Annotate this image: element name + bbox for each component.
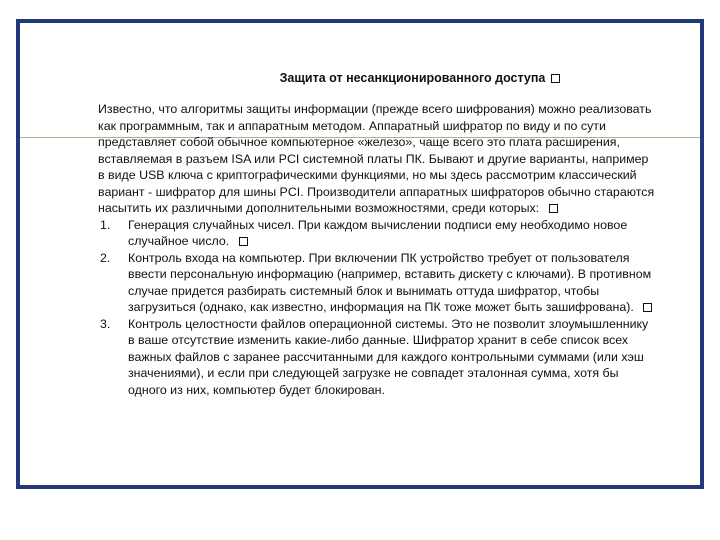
- list-item-text: Контроль входа на компьютер. При включении ПК устройство требует от пользователя ввести персональную информацию (например, вставить дискету с ключами). В противном случае придется разбирать системный блок и вынимать оттуда шифратор, чтобы загрузиться (однако, как известно, информация на ПК тоже может быть зашифрована).: [128, 250, 652, 314]
- list-item: [98, 250, 658, 316]
- slide-title-text: Защита от несанкционированного доступа: [279, 71, 546, 85]
- slide-frame: [16, 19, 704, 489]
- intro-text: Известно, что алгоритмы защиты информации (прежде всего шифрования) можно реализовать как программным, так и аппаратным методом. Аппаратный шифратор по виду и по сути представляет собой обычное компьютерное «железо», чаще всего это плата расширения, вставляемая в разъем ISA или PCI системной платы ПК. Бывают и другие варианты, например в виде USB ключа с криптографическими функциями, но мы здесь рассмотрим классический вариант - шифратор для шины PCI. Производители аппаратных шифраторов обычно стараются насытить их различными дополнительными возможностями, среди которых:: [98, 102, 655, 215]
- list-item-text: Генерация случайных чисел. При каждом вычислении подписи ему необходимо новое случайное число.: [128, 217, 628, 248]
- list-item-text: Контроль целостности файлов операционной системы. Это не позволит злоумышленнику в ваше отсутствие изменить какие-либо данные. Шифратор хранит в себе список всех важных файлов с заранее рассчитанными для каждого контрольными суммами (или хэш значениями), и если при следующей загрузке не совпадет эталонная сумма, хотя бы одного из них, компьютер будет блокирован.: [128, 316, 649, 397]
- slide-body: [98, 101, 658, 398]
- intro-paragraph: [98, 101, 658, 217]
- checkbox-symbol-icon: [643, 303, 652, 312]
- list-item-number: 3.: [100, 316, 111, 331]
- checkbox-symbol-icon: [239, 237, 248, 246]
- list-item-number: 2.: [100, 250, 111, 265]
- list-item: [98, 316, 658, 399]
- slide-title: [20, 71, 700, 85]
- checkbox-symbol-icon: [549, 204, 558, 213]
- checkbox-symbol-icon: [551, 74, 560, 83]
- list-item-number: 1.: [100, 217, 111, 232]
- list-item: [98, 217, 658, 250]
